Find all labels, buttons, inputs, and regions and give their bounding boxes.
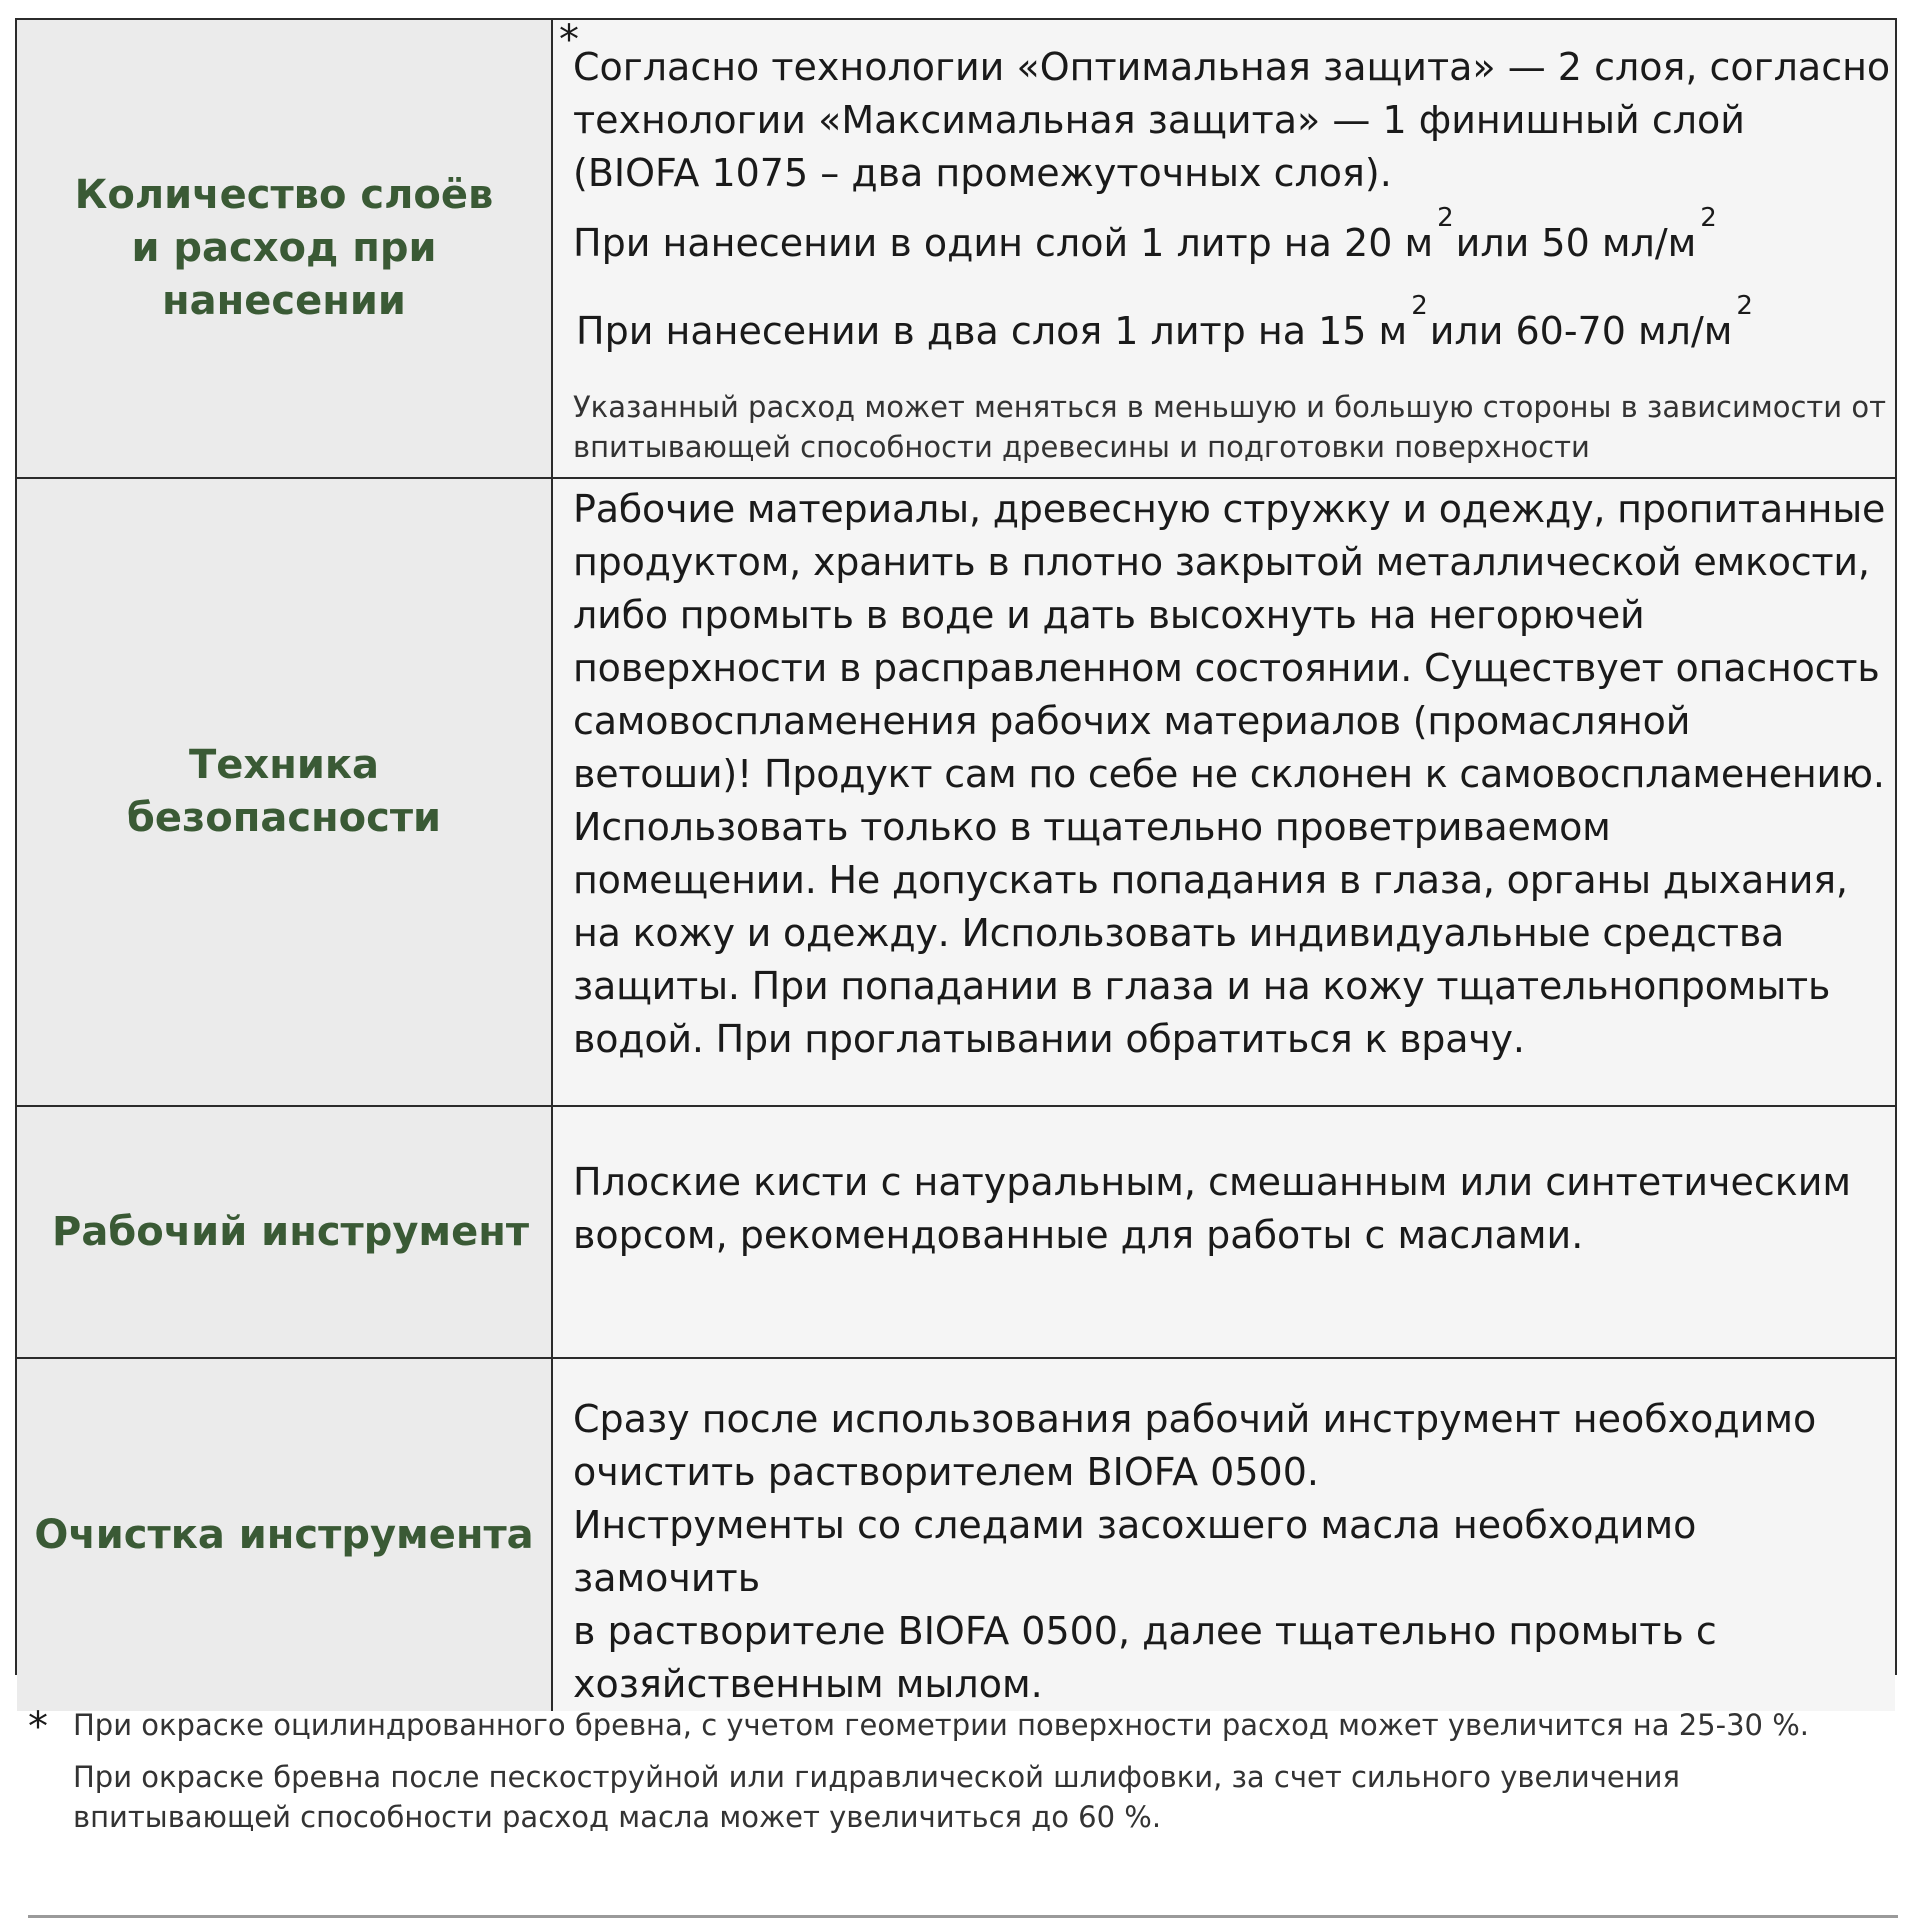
layers-intro-text: Согласно технологии «Оптимальная защита» — 2 слоя, согласно технологии «Максимальная защита» — 1 финишный слой (BIOFA 1075 – два промежуточных слоя).	[573, 45, 1891, 195]
consumption-one-layer	[573, 203, 1895, 275]
row-label-cell	[17, 20, 553, 479]
consumption-two-layers	[573, 291, 1895, 363]
consumption-two-layers-b: или 60-70 мл/м	[1429, 309, 1733, 353]
footnote-line-1: При окраске оцилиндрованного бревна, с учетом геометрии поверхности расход может увеличится на 25-30 %.	[73, 1708, 1809, 1742]
row-content-cell	[553, 1107, 1895, 1359]
superscript-2: 2	[1411, 291, 1428, 321]
row-label-cell	[17, 479, 553, 1107]
footnote	[28, 1705, 1888, 1837]
footnote-star: *	[28, 1704, 48, 1750]
row-label-safety: Техника безопасности	[126, 742, 442, 841]
footnote-line-2: При окраске бревна после пескоструйной или гидравлической шлифовки, за счет сильного увеличения впитывающей способности расход масла может увеличиться до 60 %.	[73, 1760, 1680, 1834]
consumption-two-layers-a: При нанесении в два слоя 1 литр на 15 м	[576, 309, 1408, 353]
bottom-divider	[28, 1915, 1898, 1918]
tools-text: Плоские кисти с натуральным, смешанным или синтетическим ворсом, рекомендованные для работы с маслами.	[573, 1160, 1852, 1257]
row-label-cell	[17, 1359, 553, 1711]
row-content-cell	[553, 1359, 1895, 1711]
footnote-marker: *	[559, 17, 579, 63]
properties-table	[15, 17, 1897, 1706]
consumption-one-layer-a: При нанесении в один слой 1 литр на 20 м	[573, 221, 1434, 265]
row-content-cell	[553, 479, 1895, 1107]
safety-text: Рабочие материалы, древесную стружку и одежду, пропитанные продуктом, хранить в плотно закрытой металлической емкости, либо промыть в воде и дать высохнуть на негорючей поверхности в расправленном состоянии. Существует опасность самовоспламенения рабочих материалов (промасляной ветоши)! Продукт сам по себе не склонен к самовоспламенению. Использовать только в тщательно проветриваемом помещении. Не допускать попадания в глаза, органы дыхания, на кожу и одежду. Использовать индивидуальные средства защиты. При попадании в глаза и на кожу тщательнопромыть водой. При проглатывании обратиться к врачу.	[573, 487, 1886, 1061]
row-label-layers-consumption: Количество слоёв и расход при нанесении	[74, 172, 494, 324]
superscript-2: 2	[1736, 291, 1753, 321]
row-content-cell	[553, 17, 1895, 479]
row-label-tool-cleaning: Очистка инструмента	[34, 1511, 534, 1558]
consumption-note: Указанный расход может меняться в меньшую и большую стороны в зависимости от впитывающей способности древесины и подготовки поверхности	[573, 390, 1887, 464]
superscript-2: 2	[1437, 203, 1454, 233]
consumption-one-layer-b: или 50 мл/м	[1455, 221, 1697, 265]
superscript-2: 2	[1700, 203, 1717, 233]
row-label-tools: Рабочий инструмент	[52, 1208, 530, 1255]
tool-cleaning-text: Сразу после использования рабочий инструмент необходимо очистить растворителем BIOFA 0500. Инструменты со следами засохшего масла необходимо замочить в растворителе BIOFA 0500, далее тщательно промыть с хозяйственным мылом.	[573, 1397, 1817, 1706]
row-label-cell	[17, 1107, 553, 1359]
